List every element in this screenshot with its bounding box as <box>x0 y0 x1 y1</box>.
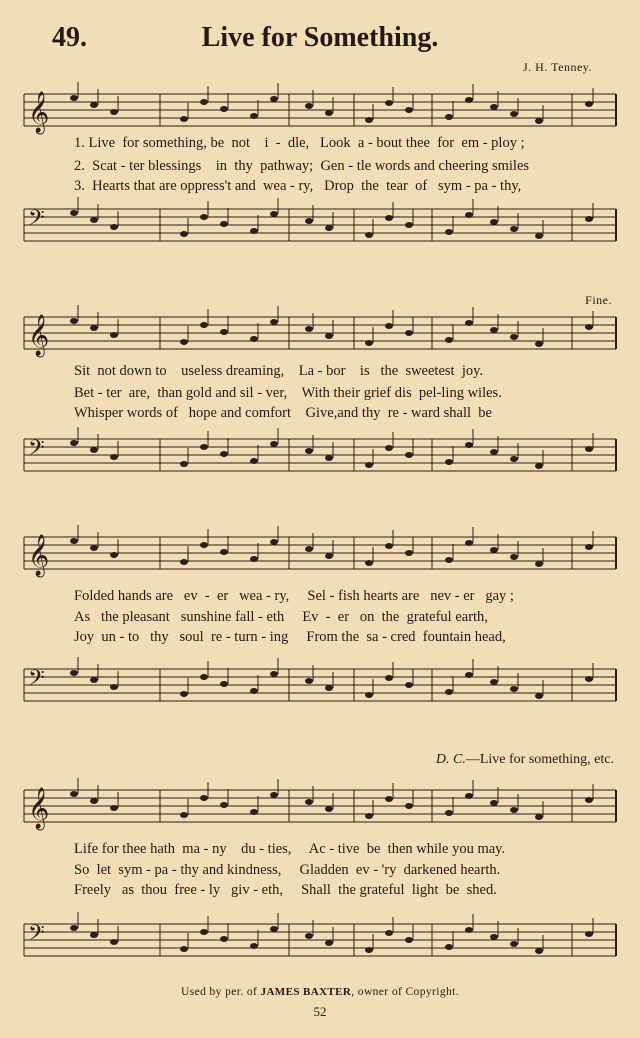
lyric-line: 1. Live for something, be not i - dle, Look a - bout thee for em - ploy ; <box>74 135 525 151</box>
lyric-line: 2. Scat - ter blessings in thy pathway; Gen - tle words and cheering smiles <box>74 158 530 174</box>
note-head <box>365 560 373 566</box>
note-head <box>305 218 313 224</box>
music-system-1 <box>18 80 616 260</box>
note-head <box>250 943 258 949</box>
hymn-title: Live for Something. <box>201 22 439 53</box>
footer-suffix: , owner of Copyright. <box>351 986 459 998</box>
music-system-4 <box>18 778 616 968</box>
note-head <box>535 341 543 347</box>
bass-staff <box>24 665 616 705</box>
bass-staff <box>24 435 616 475</box>
note-head <box>465 442 473 448</box>
note-head <box>510 226 518 232</box>
note-head <box>365 947 373 953</box>
note-head <box>70 670 78 676</box>
note-head <box>365 692 373 698</box>
treble-clef-icon: 𝄞 <box>28 92 50 133</box>
note-head <box>180 231 188 237</box>
note-head <box>200 542 208 548</box>
note-head <box>250 688 258 694</box>
note-head <box>325 806 333 812</box>
note-head <box>200 99 208 105</box>
note-head <box>585 216 593 222</box>
note-head <box>270 539 278 545</box>
bass-clef-icon: 𝄢 <box>28 206 45 236</box>
note-head <box>385 930 393 936</box>
note-head <box>445 337 453 343</box>
lyric-line: Joy un - to thy soul re - turn - ing From the sa - cred fountain head, <box>74 629 506 645</box>
note-head <box>270 211 278 217</box>
note-head <box>110 552 118 558</box>
note-head <box>90 798 98 804</box>
note-head <box>200 795 208 801</box>
hymn-number: 49. <box>52 22 87 53</box>
note-head <box>445 229 453 235</box>
note-head <box>405 550 413 556</box>
note-head <box>405 937 413 943</box>
note-head <box>585 101 593 107</box>
note-head <box>305 448 313 454</box>
treble-staff <box>24 90 616 133</box>
note-head <box>445 557 453 563</box>
note-head <box>220 451 228 457</box>
note-head <box>270 96 278 102</box>
note-head <box>70 791 78 797</box>
note-head <box>585 446 593 452</box>
note-head <box>180 559 188 565</box>
lyric-line: Bet - ter are, than gold and sil - ver, With their grief dis pel-ling wiles. <box>74 385 502 401</box>
note-head <box>585 324 593 330</box>
note-head <box>385 796 393 802</box>
note-head <box>365 232 373 238</box>
treble-staff <box>24 786 616 829</box>
note-head <box>490 547 498 553</box>
fine-mark: Fine. <box>585 293 612 307</box>
note-head <box>490 800 498 806</box>
note-head <box>70 318 78 324</box>
treble-clef-icon: 𝄞 <box>28 535 50 576</box>
note-head <box>220 106 228 112</box>
dc-label: D. C. <box>435 752 466 767</box>
note-head <box>70 210 78 216</box>
staff-lines <box>24 313 616 356</box>
note-head <box>535 233 543 239</box>
note-head <box>445 944 453 950</box>
lyric-line: Whisper words of hope and comfort Give,and thy re - ward shall be <box>74 405 492 421</box>
lyric-line: As the pleasant sunshine fall - eth Ev - er on the grateful earth, <box>74 609 488 625</box>
note-head <box>180 812 188 818</box>
note-head <box>270 792 278 798</box>
note-head <box>405 452 413 458</box>
note-head <box>250 809 258 815</box>
composer-credit: J. H. Tenney. <box>523 60 592 74</box>
note-head <box>465 540 473 546</box>
note-head <box>325 685 333 691</box>
staff-lines <box>24 920 616 960</box>
dc-direction <box>436 752 614 768</box>
note-head <box>465 793 473 799</box>
note-head <box>305 933 313 939</box>
note-head <box>90 545 98 551</box>
page-number: 52 <box>313 1004 327 1019</box>
note-head <box>250 228 258 234</box>
note-head <box>180 691 188 697</box>
staff-lines <box>24 90 616 133</box>
note-head <box>405 803 413 809</box>
lyric-line: Folded hands are ev - er wea - ry, Sel - fish hearts are nev - er gay ; <box>74 588 514 604</box>
note-head <box>90 677 98 683</box>
note-head <box>110 224 118 230</box>
lyric-line: Sit not down to useless dreaming, La - bor is the sweetest joy. <box>74 363 484 379</box>
copyright-footer <box>0 986 640 998</box>
note-head <box>405 222 413 228</box>
note-head <box>445 114 453 120</box>
bass-clef-icon: 𝄢 <box>28 436 45 466</box>
note-head <box>110 332 118 338</box>
note-head <box>365 462 373 468</box>
note-head <box>220 549 228 555</box>
lyric-line: 3. Hearts that are oppress't and wea - ry, Drop the tear of sym - pa - thy, <box>74 178 522 194</box>
bass-staff <box>24 920 616 960</box>
staff-lines <box>24 533 616 576</box>
note-head <box>305 326 313 332</box>
bass-clef-icon: 𝄢 <box>28 921 45 951</box>
note-head <box>180 946 188 952</box>
note-head <box>490 934 498 940</box>
note-head <box>90 217 98 223</box>
note-head <box>465 97 473 103</box>
note-head <box>385 675 393 681</box>
note-head <box>385 543 393 549</box>
note-head <box>510 456 518 462</box>
note-head <box>490 104 498 110</box>
note-head <box>445 810 453 816</box>
treble-clef-icon: 𝄞 <box>28 788 50 829</box>
treble-staff <box>24 313 616 356</box>
lyric-line: Freely as thou free - ly giv - eth, Shall the grateful light be shed. <box>74 882 497 898</box>
note-head <box>325 110 333 116</box>
note-head <box>490 219 498 225</box>
music-system-3 <box>18 525 616 705</box>
note-head <box>270 441 278 447</box>
note-head <box>220 221 228 227</box>
note-head <box>325 940 333 946</box>
note-head <box>510 111 518 117</box>
footer-owner: JAMES BAXTER <box>260 986 352 998</box>
note-head <box>510 941 518 947</box>
note-head <box>200 929 208 935</box>
note-head <box>270 671 278 677</box>
note-head <box>365 117 373 123</box>
note-head <box>535 561 543 567</box>
note-head <box>585 931 593 937</box>
dc-text: —Live for something, etc. <box>465 752 614 767</box>
note-head <box>585 797 593 803</box>
note-head <box>305 678 313 684</box>
note-head <box>220 802 228 808</box>
note-head <box>200 444 208 450</box>
staff-lines <box>24 435 616 475</box>
note-head <box>70 538 78 544</box>
note-head <box>405 107 413 113</box>
note-head <box>110 805 118 811</box>
treble-clef-icon: 𝄞 <box>28 315 50 356</box>
note-head <box>305 546 313 552</box>
note-head <box>220 681 228 687</box>
note-head <box>200 214 208 220</box>
note-head <box>365 340 373 346</box>
note-head <box>250 556 258 562</box>
note-head <box>90 932 98 938</box>
note-head <box>490 327 498 333</box>
note-head <box>305 799 313 805</box>
note-head <box>270 926 278 932</box>
note-head <box>70 440 78 446</box>
note-head <box>510 554 518 560</box>
note-head <box>465 212 473 218</box>
bass-clef-icon: 𝄢 <box>28 666 45 696</box>
note-head <box>535 693 543 699</box>
note-head <box>250 458 258 464</box>
note-head <box>325 225 333 231</box>
note-head <box>270 319 278 325</box>
note-head <box>70 925 78 931</box>
note-head <box>110 109 118 115</box>
note-head <box>180 339 188 345</box>
note-head <box>535 118 543 124</box>
note-head <box>200 674 208 680</box>
note-head <box>220 936 228 942</box>
note-head <box>585 676 593 682</box>
note-head <box>110 454 118 460</box>
note-head <box>325 333 333 339</box>
staff-lines <box>24 786 616 829</box>
lyric-line: Life for thee hath ma - ny du - ties, Ac - tive be then while you may. <box>74 841 506 857</box>
note-head <box>465 320 473 326</box>
note-head <box>90 447 98 453</box>
note-head <box>465 672 473 678</box>
bass-staff <box>24 205 616 245</box>
staff-lines <box>24 205 616 245</box>
note-head <box>490 679 498 685</box>
note-head <box>385 323 393 329</box>
note-head <box>535 948 543 954</box>
note-head <box>90 325 98 331</box>
note-head <box>405 682 413 688</box>
note-head <box>250 113 258 119</box>
note-head <box>70 95 78 101</box>
note-head <box>535 814 543 820</box>
note-head <box>445 689 453 695</box>
note-head <box>510 807 518 813</box>
note-head <box>180 116 188 122</box>
note-head <box>385 100 393 106</box>
note-head <box>305 103 313 109</box>
note-head <box>510 686 518 692</box>
note-head <box>200 322 208 328</box>
note-head <box>490 449 498 455</box>
note-head <box>325 553 333 559</box>
note-head <box>110 684 118 690</box>
note-head <box>220 329 228 335</box>
note-head <box>385 445 393 451</box>
treble-staff <box>24 533 616 576</box>
note-head <box>585 544 593 550</box>
note-head <box>405 330 413 336</box>
music-system-2 <box>18 293 616 485</box>
footer-prefix: Used by per. of <box>181 986 261 998</box>
lyric-line: So let sym - pa - thy and kindness, Gladden ev - 'ry darkened hearth. <box>74 862 501 878</box>
note-head <box>110 939 118 945</box>
note-head <box>465 927 473 933</box>
note-head <box>325 455 333 461</box>
note-head <box>510 334 518 340</box>
note-head <box>90 102 98 108</box>
note-head <box>535 463 543 469</box>
note-head <box>365 813 373 819</box>
staff-lines <box>24 665 616 705</box>
note-head <box>250 336 258 342</box>
note-head <box>445 459 453 465</box>
note-head <box>385 215 393 221</box>
note-head <box>180 461 188 467</box>
